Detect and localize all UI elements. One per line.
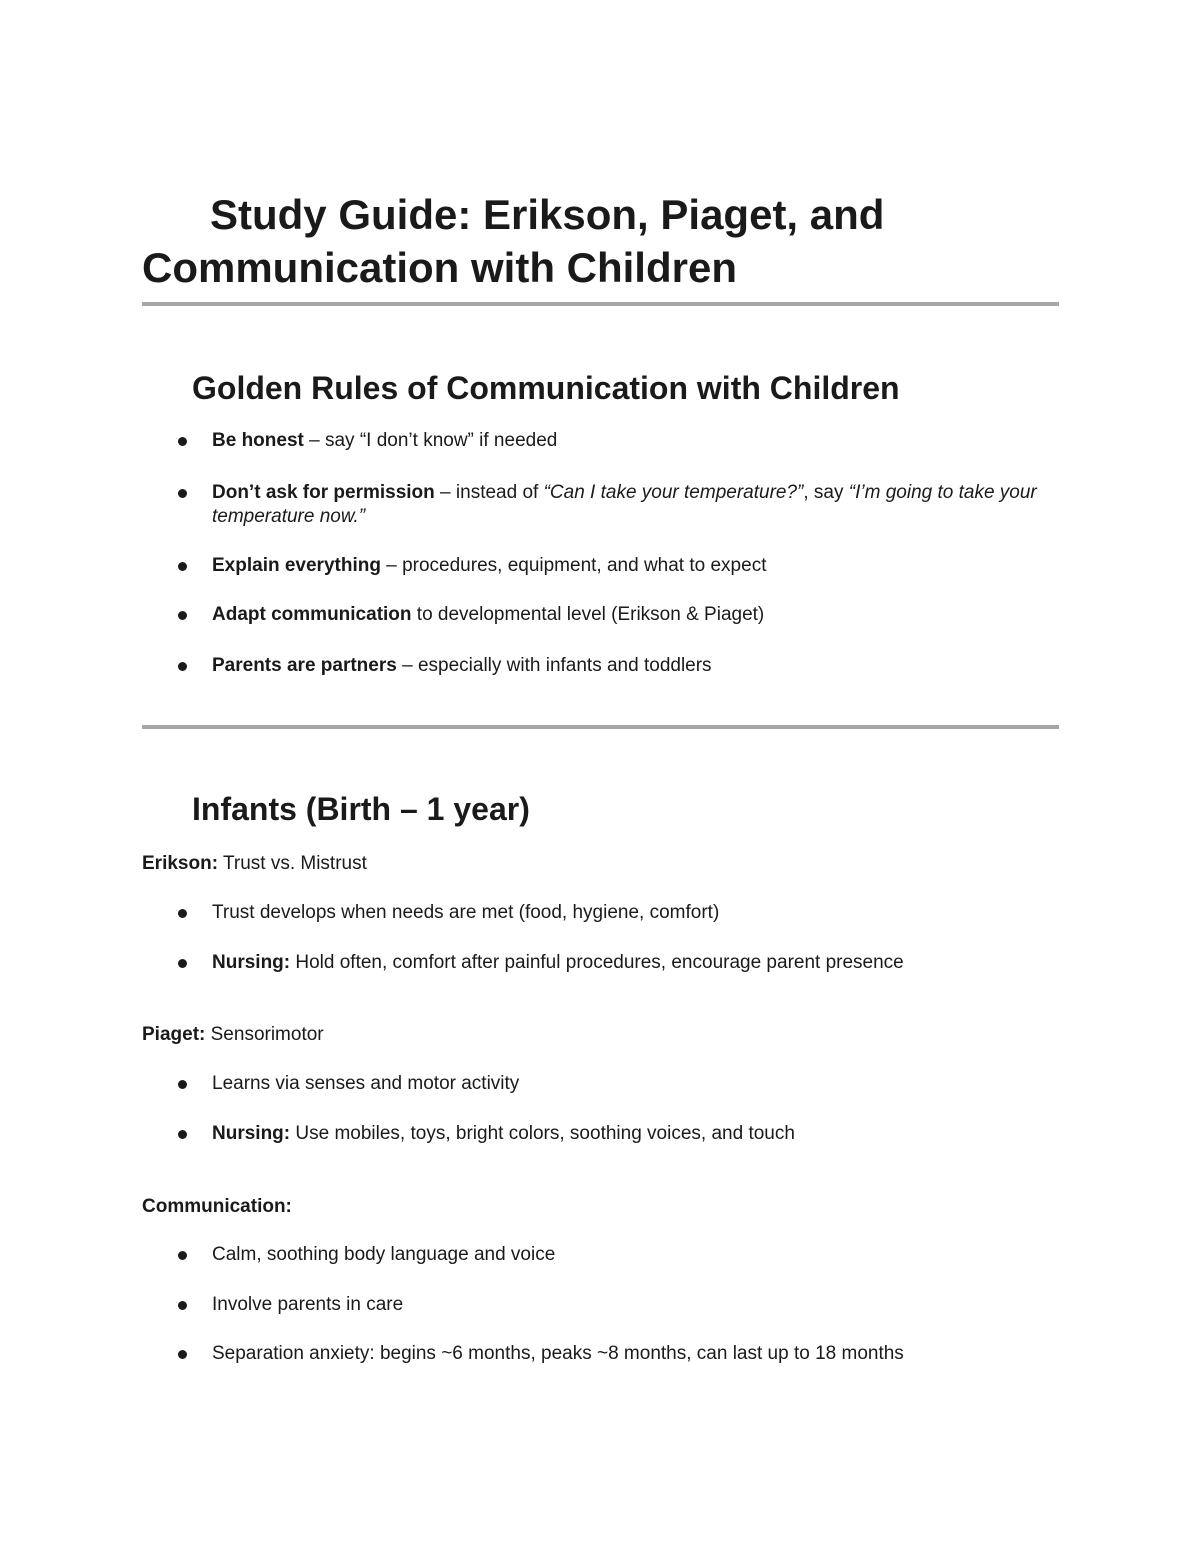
item-bold: Be honest [212, 430, 304, 451]
communication-label [142, 1195, 292, 1219]
item-italic: “I’m going to take your temperature now.” [212, 482, 1037, 527]
divider [142, 302, 1059, 306]
golden-rules-heading: Golden Rules of Communication with Children [192, 370, 900, 406]
piaget-label [142, 1023, 324, 1047]
bullet-icon [178, 1130, 187, 1139]
item-text: – procedures, equipment, and what to expect [380, 555, 767, 576]
label-value: Trust vs. Mistrust [218, 853, 367, 874]
item-text: Learns via senses and motor activity [212, 1073, 520, 1094]
page-title: Study Guide: Erikson, Piaget, and Communication with Children [142, 191, 885, 291]
item-bold: Parents are partners [212, 655, 397, 676]
item-bold: Explain everything [212, 555, 381, 576]
bullet-icon [178, 1301, 187, 1310]
item-text: Calm, soothing body language and voice [212, 1244, 556, 1265]
bullet-icon [178, 662, 187, 671]
label-bold: Piaget: [142, 1024, 206, 1045]
divider [142, 725, 1059, 729]
item-text: Hold often, comfort after painful procedures, encourage parent presence [290, 952, 904, 973]
bullet-icon [178, 437, 187, 446]
label-value: Sensorimotor [205, 1024, 324, 1045]
item-bold: Don’t ask for permission [212, 482, 435, 503]
bullet-icon [178, 959, 187, 968]
item-text: to developmental level (Erikson & Piaget) [411, 604, 765, 625]
item-text: – instead of [434, 482, 544, 503]
bullet-icon [178, 611, 187, 620]
item-text: Separation anxiety: begins ~6 months, peaks ~8 months, can last up to 18 months [212, 1343, 904, 1364]
item-text: – especially with infants and toddlers [396, 655, 712, 676]
item-italic: “Can I take your temperature?” [543, 482, 804, 503]
item-bold: Nursing: [212, 1123, 291, 1144]
item-bold: Adapt communication [212, 604, 412, 625]
label-bold: Erikson: [142, 853, 219, 874]
item-text: Use mobiles, toys, bright colors, soothing voices, and touch [290, 1123, 795, 1144]
item-bold: Nursing: [212, 952, 291, 973]
bullet-icon [178, 909, 187, 918]
bullet-icon [178, 1080, 187, 1089]
bullet-icon [178, 1350, 187, 1359]
bullet-icon [178, 562, 187, 571]
item-text: – say “I don’t know” if needed [303, 430, 558, 451]
label-bold: Communication: [142, 1196, 292, 1217]
erikson-label [142, 852, 367, 876]
bullet-icon [178, 1251, 187, 1260]
item-text: Involve parents in care [212, 1294, 404, 1315]
item-text: , say [803, 482, 849, 503]
infants-heading: Infants (Birth – 1 year) [192, 791, 530, 827]
item-text: Trust develops when needs are met (food, hygiene, comfort) [212, 902, 720, 923]
bullet-icon [178, 489, 187, 498]
